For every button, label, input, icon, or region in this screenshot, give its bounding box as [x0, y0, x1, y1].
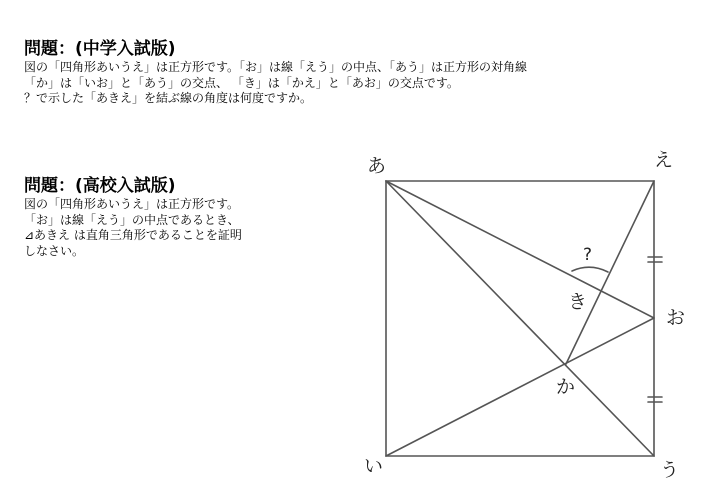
problem-senior-line-1: 図の「四角形あいうえ」は正方形です。 [24, 197, 240, 211]
problem-senior-line-2: 「お」は線「えう」の中点であるとき、 [24, 212, 240, 227]
problem-senior-line-4: しなさい。 [24, 243, 85, 258]
vertex-label-a: あ [367, 155, 387, 177]
vertex-label-e: え [654, 149, 674, 171]
line-i-o [386, 318, 654, 456]
problem-junior-line-3: ？で示した「あきえ」を結ぶ線の角度は何度ですか。 [24, 91, 313, 105]
line-ka-e [566, 181, 654, 364]
angle-arc [572, 267, 608, 272]
problem-senior-line-3: ⊿あきえ は直角三角形であることを証明 [24, 228, 242, 242]
angle-question-mark: ? [583, 245, 593, 265]
line-a-o [386, 181, 654, 318]
vertex-label-u: う [660, 459, 680, 481]
point-label-o: お [666, 307, 686, 329]
problem-junior-title: 問題：(中学入試版) [24, 39, 176, 59]
problem-senior-title: 問題：(高校入試版) [24, 176, 176, 196]
problem-junior-line-1: 図の「四角形あいうえ」は正方形です。「お」は線「えう」の中点、「あう」は正方形の対角線 [24, 60, 528, 74]
diagonal-a-u [386, 181, 654, 456]
vertex-label-i: い [364, 455, 384, 477]
problem-junior-line-2: 「か」は「いお」と「あう」の交点、 「き」は「かえ」と「あお」の交点です。 [24, 75, 459, 90]
point-label-ka: か [556, 376, 576, 398]
point-label-ki: き [568, 291, 588, 313]
